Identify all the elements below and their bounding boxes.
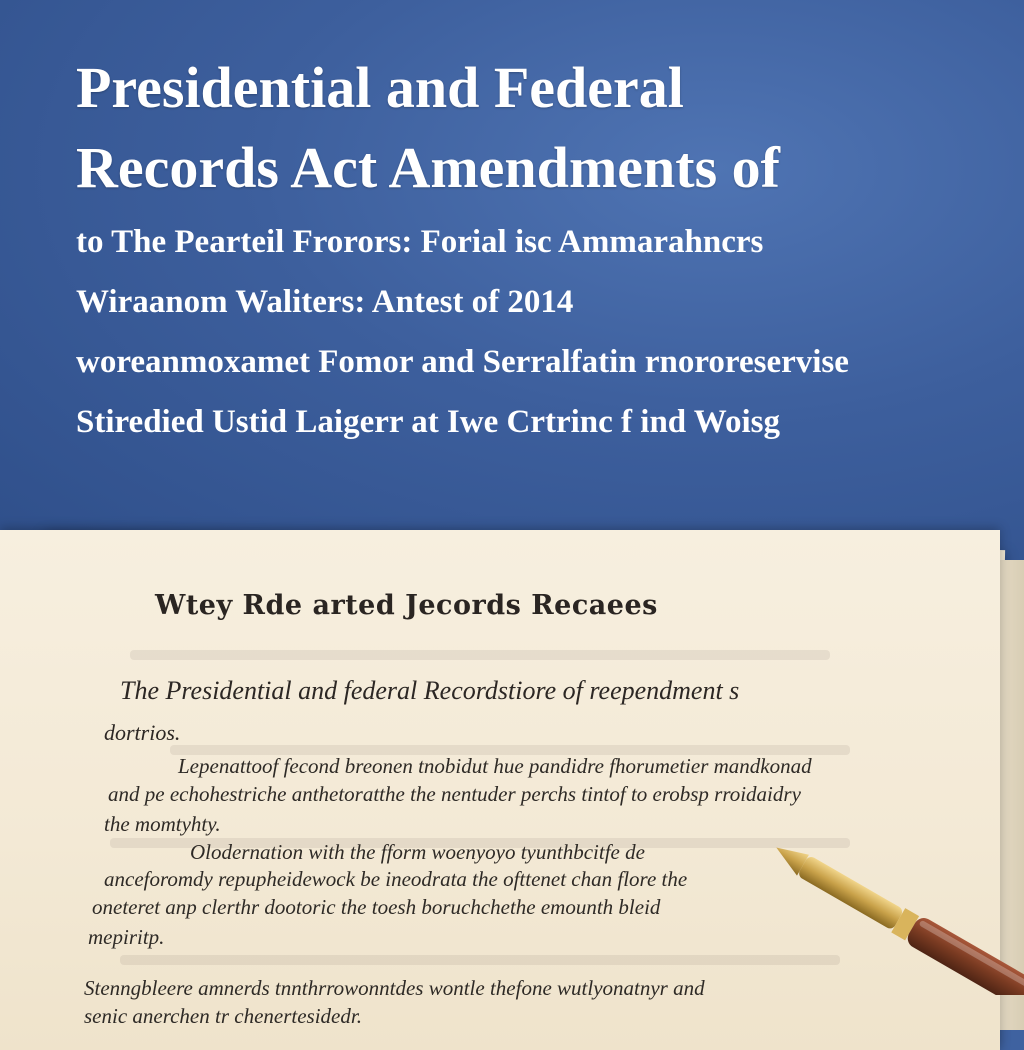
fountain-pen-icon xyxy=(770,835,1024,995)
subtitle-line-3: woreanmoxamet Fomor and Serralfatin rnororeservise xyxy=(76,344,849,380)
paragraph-1-line-3: the momtyhty. xyxy=(104,812,221,836)
paragraph-1-line-1: Lepenattoof fecond breonen tnobidut hue pandidre fhorumetier mandkonad xyxy=(178,754,812,778)
banner-title xyxy=(76,48,976,208)
paragraph-2-line-3: oneteret anp clerthr dootoric the toesh boruchchethe emounth bleid xyxy=(92,895,661,919)
paragraph-2-line-1: Olodernation with the fform woenyoyo tyunthbcitfe de xyxy=(190,840,645,864)
paragraph-2-line-4: mepiritp. xyxy=(88,925,165,949)
subtitle-line-2: Wiraanom Waliters: Antest of 2014 xyxy=(76,284,574,320)
banner-subtitle xyxy=(76,212,976,452)
document-lead: The Presidential and federal Recordstiore of reependment s xyxy=(120,676,740,705)
paragraph-1-line-2: and pe echohestriche anthetoratthe the nentuder perchs tintof to erobsp rroidaidry xyxy=(108,782,801,806)
title-line-2: Records Act Amendments of xyxy=(76,135,780,200)
title-line-1: Presidential and Federal xyxy=(76,55,684,120)
document-lead-continued: dortrios. xyxy=(104,720,181,745)
subtitle-line-1: to The Pearteil Frorors: Forial isc Ammarahncrs xyxy=(76,224,764,260)
paragraph-3-line-2: senic anerchen tr chenertesidedr. xyxy=(84,1004,362,1028)
subtitle-line-4: Stiredied Ustid Laigerr at Iwe Crtrinc f ind Woisg xyxy=(76,404,780,440)
faint-text-line xyxy=(120,955,840,965)
paragraph-3-line-1: Stenngbleere amnerds tnnthrrowonntdes wontle thefone wutlyonatnyr and xyxy=(84,976,705,1000)
paragraph-2-line-2: anceforomdy repupheidewock be ineodrata the ofttenet chan flore the xyxy=(104,867,688,891)
faint-text-line xyxy=(130,650,830,660)
document-heading: Wtey Rde arted Jecords Recaees xyxy=(155,590,658,621)
